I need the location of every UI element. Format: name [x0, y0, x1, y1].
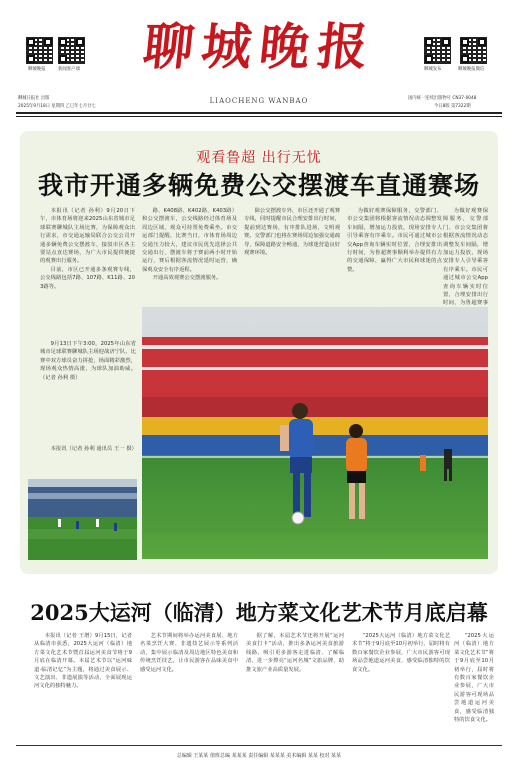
publisher-info: 聊城日报社 出版 — [18, 96, 50, 101]
story2-headline: 2025大运河（临清）地方菜文化艺术节月底启幕 — [30, 600, 488, 625]
article-column: 本报讯（记者 王增）9月15日，记者从临清市获悉，2025大运河（临清）地方菜文化艺术节暨首届运河美食节将于9月底在临清开幕。本届艺术节以“运河味道·临清记忆”为主题，将通过美食展示、文艺演出、非遗展演等活动，全面展现运河文化的独特魅力。 — [34, 633, 132, 690]
photo-caption: 9月13日下午3:00，2025年山东省城市足球联赛聊城队主场迎战济宁队，比赛中双方球员奋力拼抢，场面精彩激烈，现场观众热情高涨，为球队加油助威。（记者 孙利 摄） — [40, 341, 136, 381]
issue-number: 今日8版 第7322期 — [434, 104, 471, 109]
stadium-photo — [28, 479, 137, 560]
article-column: 除公交摆渡车外，市区还开通了观赛专线，同时提醒市民合理安排出行时间，提前到达赛场，有序排队进场，文明观赛。交警部门也将在赛场周边加强交通疏导，保障道路安全畅通，为球迷营造良好观赛环境。 — [244, 208, 340, 257]
qr-code-icon — [424, 37, 451, 64]
article-column: 为做好观赛保障服务，交警部门、市公交集团将根据客流情况动态调整发车间隔，增加运力投放，现场安排专人引导乘客有序乘车。市民可通过城市公交App查询车辆实时位置，合理安排出行时间，为鲁超赛事 — [443, 208, 488, 307]
article-column: “2025大运河（临清）地方菜文化艺术节”将于9月底至10月初举行，届时将有数百家餐饮企业参展，广大市民游客可现场品尝地道运河美食，感受临清独特的饮食文化。 — [352, 633, 450, 673]
qr-label: 聊城晚报 — [28, 67, 46, 72]
footer-credits: 总编辑 王某某 值班总编 某某某 责任编辑 某某某 美术编辑 某某 校对 某某 — [176, 753, 342, 759]
qr-label: 聊城发布 — [424, 67, 442, 72]
article-column: “2025大运河（临清）地方菜文化艺术节”将于9月底至10月初举行，届时将有数百家餐饮企业参展，广大市民游客可现场品尝地道运河美食，感受临清独特的饮食文化。 — [454, 633, 494, 724]
header-rule — [16, 112, 502, 114]
article-column: 据了解，本届艺术节还将开展“运河美食打卡”活动，推出多条运河美食旅游线路，吸引更多游客走进临清、了解临清，进一步擦亮“运河名城”文旅品牌，助推文旅产业高质量发展。 — [246, 633, 344, 673]
footer-rule — [16, 745, 502, 746]
qr-label: 新闻客户端 — [58, 67, 80, 72]
article-column: 为做好观赛保障服务，交警部门、市公交集团将根据客流情况动态调整发车间隔，增加运力投放，现场安排专人引导乘客有序乘车。市民可通过城市公交App查询车辆实时位置，合理安排出行时间，为鲁超赛事顺利举办提供有力的交通保障，赢得广大市民和球迷的点赞。 — [347, 208, 442, 273]
issue-date: 2025年9月18日 星期四 乙巳年七月廿七 — [18, 104, 96, 109]
masthead-pinyin: LIAOCHENG WANBAO — [209, 97, 309, 105]
article-column: 本报讯（记者 孙利）9月20日下午，市体育场将迎来2025山东省城市足球联赛聊城队主场比赛，为保障观众出行需求，市交通运输局联合公交公司开通多辆免费公交摆渡车，接驳市区各主要站点直达赛场，为广大市民提供便捷的观赛出行服务。 目前，市区已开通多条观赛专线，公交线路包括7路、107路、K11路、203路等。 — [40, 208, 135, 290]
photo-credit: 本报讯（记者 孙利 通讯员 王一 摄） — [50, 446, 137, 452]
qr-label: 聊城晚报微信 — [458, 67, 485, 72]
soccer-match-photo-drawing — [142, 307, 488, 559]
qr-code-icon — [26, 37, 53, 64]
newspaper-masthead: 聊城晚报 — [140, 17, 379, 76]
story-kicker: 观看鲁超 出行无忧 — [196, 150, 322, 166]
qr-code-icon — [58, 37, 85, 64]
stadium-photo-drawing — [28, 479, 137, 560]
story-headline: 我市开通多辆免费公交摆渡车直通赛场 — [37, 171, 480, 200]
soccer-match-photo — [142, 307, 488, 559]
article-column: 路、K408路、K402路、K403路）和公交摆渡车，公交线路经过体育场及周边区域，观众可持票免费乘坐。市交运部门提醒，比赛当日，市体育场周边交通压力较大，建议市民优先选择公共交通出行，摆渡车将于赛前两小时开始运行，赛后根据客流情况延时运营，确保观众安全有序返程。 开通高效观赛公交摆渡服务。 — [142, 208, 237, 282]
header-rule — [16, 116, 502, 117]
qr-code-icon — [460, 37, 487, 64]
publication-number: 国内统一连续出版物号 CN37-0048 — [408, 96, 477, 101]
article-column: 艺术节期间将举办运河美食展、地方名菜烹饪大赛、非遗技艺展示等系列活动，集中展示临清及周边地区特色美食和传统烹饪技艺，让市民游客在品味美食中感受运河文化。 — [140, 633, 238, 673]
